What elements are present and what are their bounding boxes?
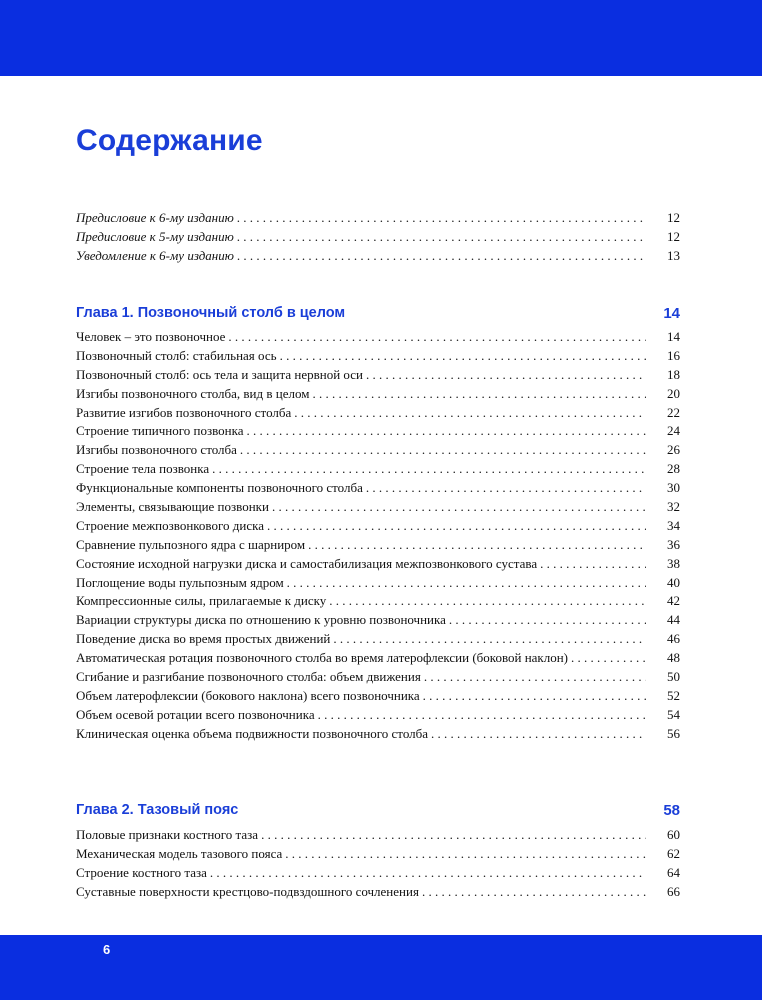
toc-entry[interactable] (76, 574, 680, 593)
leader-dots (272, 498, 646, 517)
toc-entry-page: 32 (667, 499, 680, 515)
page-title: Содержание (76, 124, 263, 157)
toc-entry-page: 64 (667, 864, 680, 880)
toc-entry-title: Функциональные компоненты позвоночного столба (76, 480, 363, 496)
toc-entry-page: 46 (667, 631, 680, 647)
toc-entry-title: Изгибы позвоночного столба, вид в целом (76, 385, 310, 401)
chapter-page: 58 (663, 802, 680, 819)
chapter-title: Глава 1. Позвоночный столб в целом (76, 305, 346, 321)
toc-entry[interactable] (76, 498, 680, 517)
leader-dots (312, 385, 646, 404)
toc-entry[interactable] (76, 404, 680, 423)
toc-entry[interactable] (76, 706, 680, 725)
toc-entry[interactable] (76, 366, 680, 385)
toc-entry-title: Предисловие к 5-му изданию (76, 228, 234, 244)
front-matter-list (76, 209, 680, 266)
leader-dots (212, 460, 646, 479)
toc-entry-page: 62 (667, 845, 680, 861)
leader-dots (294, 404, 646, 423)
leader-dots (308, 536, 646, 555)
leader-dots (422, 883, 646, 902)
chapter-2-sections (76, 826, 680, 902)
toc-entry[interactable] (76, 536, 680, 555)
leader-dots (431, 725, 646, 744)
toc-entry[interactable] (76, 209, 680, 228)
toc-entry-page: 60 (667, 827, 680, 842)
toc-entry-page: 42 (667, 593, 680, 609)
toc-entry-title: Позвоночный столб: ось тела и защита нервной оси (76, 366, 363, 382)
toc-entry-title: Клиническая оценка объема подвижности позвоночного столба (76, 725, 429, 741)
leader-dots (237, 228, 646, 247)
toc-entry-page: 20 (667, 385, 680, 401)
leader-dots (237, 247, 646, 266)
leader-dots (423, 687, 646, 706)
leader-dots (571, 649, 646, 668)
leader-dots (424, 668, 646, 687)
leader-dots (261, 826, 646, 845)
leader-dots (333, 630, 646, 649)
toc-entry[interactable] (76, 668, 680, 687)
header-band (0, 0, 762, 76)
toc-entry-title: Изгибы позвоночного столба (76, 442, 237, 458)
toc-entry[interactable] (76, 479, 680, 498)
leader-dots (540, 555, 646, 574)
leader-dots (210, 864, 646, 883)
toc-entry-page: 26 (667, 442, 680, 458)
toc-entry-page: 12 (667, 210, 680, 225)
toc-entry[interactable] (76, 555, 680, 574)
toc-entry-page: 18 (667, 366, 680, 382)
leader-dots (247, 422, 647, 441)
toc-entry[interactable] (76, 649, 680, 668)
toc-entry-page: 44 (667, 612, 680, 628)
toc-entry-page: 16 (667, 347, 680, 363)
toc-entry[interactable] (76, 460, 680, 479)
toc-entry-title: Половые признаки костного таза (76, 827, 259, 842)
leader-dots (285, 845, 646, 864)
toc-entry-page: 30 (667, 480, 680, 496)
toc-entry[interactable] (76, 385, 680, 404)
toc-entry-title: Сгибание и разгибание позвоночного столба: объем движения (76, 669, 421, 685)
toc-entry[interactable] (76, 592, 680, 611)
toc-entry-title: Объем латерофлексии (бокового наклона) всего позвоночника (76, 687, 420, 703)
toc-entry-page: 14 (667, 329, 680, 344)
chapter-heading[interactable] (76, 305, 680, 322)
toc-entry-page: 36 (667, 536, 680, 552)
toc-entry[interactable] (76, 630, 680, 649)
toc-entry-title: Поглощение воды пульпозным ядром (76, 574, 284, 590)
toc-entry-page: 38 (667, 555, 680, 571)
chapter-heading[interactable] (76, 802, 680, 819)
toc-entry[interactable] (76, 517, 680, 536)
toc-entry-page: 56 (667, 725, 680, 741)
toc-entry[interactable] (76, 228, 680, 247)
toc-entry[interactable] (76, 826, 680, 845)
chapter-1-sections (76, 328, 680, 744)
toc-entry-title: Строение межпозвонкового диска (76, 517, 264, 533)
toc-entry[interactable] (76, 328, 680, 347)
toc-entry-title: Предисловие к 6-му изданию (76, 210, 234, 225)
toc-entry-title: Человек – это позвоночное (76, 329, 226, 344)
toc-entry-title: Элементы, связывающие позвонки (76, 499, 269, 515)
toc-entry[interactable] (76, 864, 680, 883)
page-number: 6 (103, 942, 111, 957)
toc-entry-title: Состояние исходной нагрузки диска и самостабилизация межпозвонкового сустава (76, 555, 538, 571)
toc-entry[interactable] (76, 725, 680, 744)
toc-entry-title: Уведомление к 6-му изданию (76, 247, 234, 263)
toc-entry-title: Позвоночный столб: стабильная ось (76, 347, 277, 363)
toc-entry[interactable] (76, 347, 680, 366)
toc-entry-page: 52 (667, 687, 680, 703)
leader-dots (240, 441, 646, 460)
leader-dots (280, 347, 646, 366)
toc-entry-title: Механическая модель тазового пояса (76, 845, 283, 861)
toc-entry-title: Компрессионные силы, прилагаемые к диску (76, 593, 327, 609)
toc-entry-page: 54 (667, 706, 680, 722)
toc-entry-title: Строение тела позвонка (76, 461, 210, 477)
chapter-title: Глава 2. Тазовый пояс (76, 802, 239, 818)
leader-dots (287, 574, 646, 593)
leader-dots (366, 366, 646, 385)
chapter-page: 14 (663, 305, 680, 322)
leader-dots (237, 209, 646, 228)
toc-entry[interactable] (76, 611, 680, 630)
toc-entry-title: Развитие изгибов позвоночного столба (76, 404, 292, 420)
toc-entry-title: Суставные поверхности крестцово-подвздошного сочленения (76, 883, 419, 899)
toc-entry-title: Поведение диска во время простых движений (76, 631, 331, 647)
toc-entry-page: 66 (667, 883, 680, 899)
toc-entry-page: 12 (667, 228, 680, 244)
toc-entry[interactable] (76, 441, 680, 460)
toc-entry-page: 22 (667, 404, 680, 420)
leader-dots (329, 592, 646, 611)
toc-entry[interactable] (76, 422, 680, 441)
toc-entry[interactable] (76, 883, 680, 902)
toc-entry-title: Сравнение пульпозного ядра с шарниром (76, 536, 306, 552)
toc-entry-title: Объем осевой ротации всего позвоночника (76, 706, 315, 722)
toc-entry-page: 34 (667, 517, 680, 533)
toc-entry-page: 24 (667, 423, 680, 439)
toc-entry-page: 28 (667, 461, 680, 477)
toc-entry[interactable] (76, 845, 680, 864)
toc-entry-title: Вариации структуры диска по отношению к уровню позвоночника (76, 612, 446, 628)
toc-entry-title: Автоматическая ротация позвоночного столба во время латерофлексии (боковой наклон) (76, 650, 569, 666)
toc-entry-page: 13 (667, 247, 680, 263)
footer-band (0, 935, 762, 1000)
toc-entry-title: Строение костного таза (76, 864, 207, 880)
leader-dots (318, 706, 646, 725)
toc-entry-page: 50 (667, 669, 680, 685)
toc-entry-page: 48 (667, 650, 680, 666)
toc-entry-page: 40 (667, 574, 680, 590)
leader-dots (366, 479, 646, 498)
toc-entry[interactable] (76, 247, 680, 266)
leader-dots (449, 611, 646, 630)
toc-entry-title: Строение типичного позвонка (76, 423, 244, 439)
leader-dots (267, 517, 646, 536)
toc-entry[interactable] (76, 687, 680, 706)
leader-dots (228, 328, 646, 347)
